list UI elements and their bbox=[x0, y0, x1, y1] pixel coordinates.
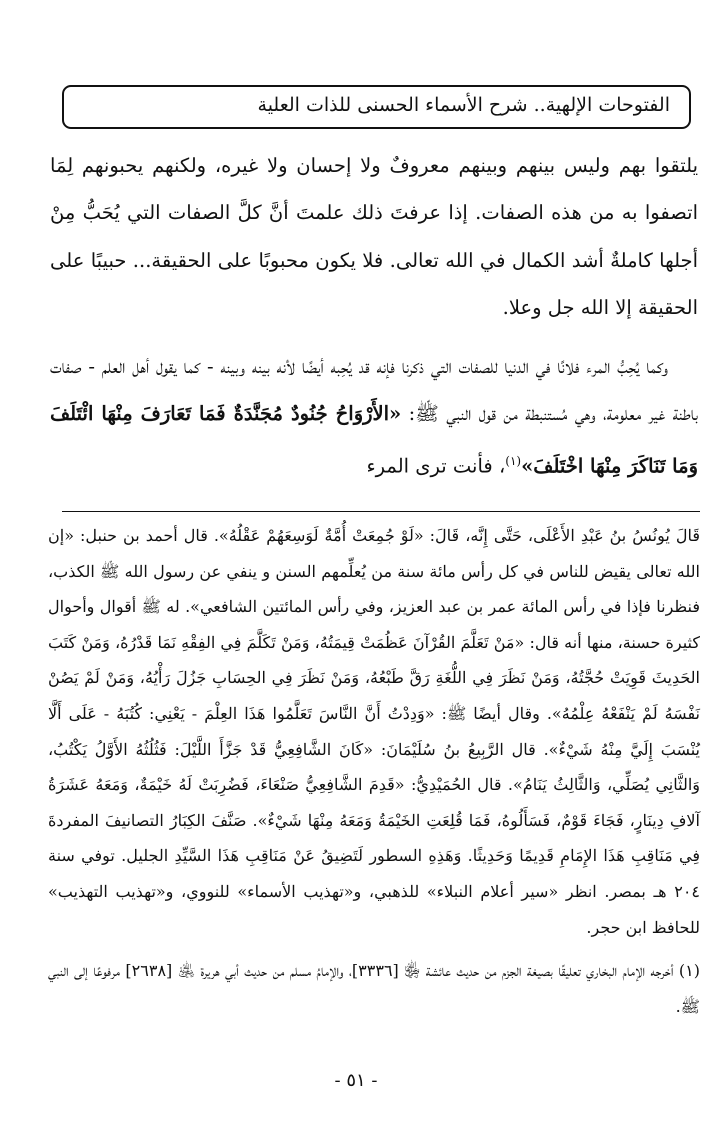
main-body-text bbox=[50, 142, 698, 490]
footnote-divider bbox=[62, 511, 700, 512]
body-paragraph-1: يلتقوا بهم وليس بينهم وبينهم معروفٌ ولا إحسان ولا غيره، ولكنهم يحبونهم لِمَا اتصفوا به من هذه الصفات. إذا عرفتَ ذلك علمتَ أنَّ كلَّ الصفات التي يُحَبُّ مِنْ أجلها كاملةٌ أشد الكمال في الله تعالى. فلا يكون محبوبًا على الحقيقة... حبيبًا على الحقيقة إلا الله جل وعلا. bbox=[50, 154, 698, 319]
hadith-quote: «الأَرْوَاحُ جُنُودٌ مُجَنَّدَةٌ فَمَا تَعَارَفَ مِنْهَا ائْتَلَفَ وَمَا تَنَاكَرَ مِنْهَا اخْتَلَفَ» bbox=[50, 402, 698, 478]
running-header bbox=[62, 85, 691, 129]
footnote-1: (١) أخرجه الإمام البخاري تعليقًا بصيغة الجزم من حديث عائشة ﵂ [٣٣٣٦]، والإمامُ مسلم من حديث أبي هريرة ﵁ [٢٦٣٨] مرفوعًا إلى النبي ﷺ. bbox=[48, 961, 701, 1017]
page-number: - ٥١ - bbox=[334, 1070, 378, 1091]
footnotes bbox=[48, 518, 700, 1025]
footnote-continuation: قَالَ يُونُسُ بنُ عَبْدِ الأَعْلَى، حَتَّى إِنَّه، قَالَ: «لَوْ جُمِعَتْ أُمَّةٌ لَوَسِعَهُمْ عَقْلُهُ». قال أحمد بن حنبل: «إن الله تعالى يقيض للناس في كل رأس مائة سنة من يُعلِّمهم السنن و ينفي عن رسول الله ﷺ الكذب، فنظرنا فإذا في رأس المائة عمر بن عبد العزيز، وفي رأس المائتين الشافعي». له ﷺ أقوال وأحوال كثيرة حسنة، منها أنه قال: «مَنْ تَعَلَّمَ القُرْآنَ عَظُمَتْ قِيمَتُهُ، وَمَنْ تَكَلَّمَ فِي الفِقْهِ نَمَا قَدْرُهُ، وَمَنْ كَتَبَ الحَدِيثَ قَوِيَتْ حُجَّتُهُ، وَمَنْ نَظَرَ فِي اللُّغَةِ رَقَّ طَبْعُهُ، وَمَنْ نَظَرَ فِي الحِسَابِ جَزُلَ رَأْيُهُ، وَمَنْ لَمْ يَصُنْ نَفْسَهُ لَمْ يَنْفَعْهُ عِلْمُهُ». وقال أيضًا ﷺ: «وَدِدْتُ أَنَّ النَّاسَ تَعَلَّمُوا هَذَا العِلْمَ - يَعْنِي: كُتُبَهُ - عَلَى أَلَّا يُنْسَبَ إِلَيَّ مِنْهُ شَيْءٌ». قال الرَّبِيعُ بنُ سُلَيْمَانَ: «كَانَ الشَّافِعِيُّ قَدْ جَزَّأَ اللَّيْلَ: فَثُلُثُهُ الأَوَّلُ يَكْتُبُ، وَالثَّانِي يُصَلِّي، وَالثَّالِثُ يَنَامُ». قال الحُمَيْدِيُّ: «قَدِمَ الشَّافِعِيُّ صَنْعَاءَ، فَضُرِبَتْ لَهُ خَيْمَةٌ، وَمَعَهُ عَشَرَةُ آلافِ دِينَارٍ، فَجَاءَ قَوْمٌ، فَسَأَلُوهُ، فَمَا قُلِعَتِ الخَيْمَةُ وَمَعَهُ مِنْهَا شَيْءٌ». صَنَّفَ الكِبَارُ التصانيفَ المفردةَ فِي مَنَاقِبِ هَذَا الإِمَامِ قَدِيمًا وَحَدِيثًا. وَهَذِهِ السطور لَتَضِيقُ عَنْ مَنَاقِبِ هَذَا السَّيِّدِ الجليل. توفي سنة ٢٠٤ هـ بمصر. انظر «سير أعلام النبلاء» للذهبي، و«تهذيب الأسماء» للنووي، و«تهذيب التهذيب» للحافظ ابن حجر. bbox=[48, 526, 701, 937]
body-paragraph-2 bbox=[50, 343, 698, 489]
body-paragraph-2-lead: وكما يُحِبُّ المرء فلانًا في الدنيا للصفات التي ذكرنا فإنه قد يُحِبه أيضًا لأنه بينه وبينه - كما يقول أهل العلم - صفات باطنة غير معلومة، وهي مُستنبطة من قول النبي ﷺ: bbox=[50, 355, 698, 426]
running-header-title: الفتوحات الإلهية.. شرح الأسماء الحسنى للذات العلية bbox=[257, 94, 670, 116]
body-paragraph-2-tail: ، فأنت ترى المرء bbox=[366, 454, 506, 478]
footnote-ref-1: (١) bbox=[505, 453, 522, 468]
